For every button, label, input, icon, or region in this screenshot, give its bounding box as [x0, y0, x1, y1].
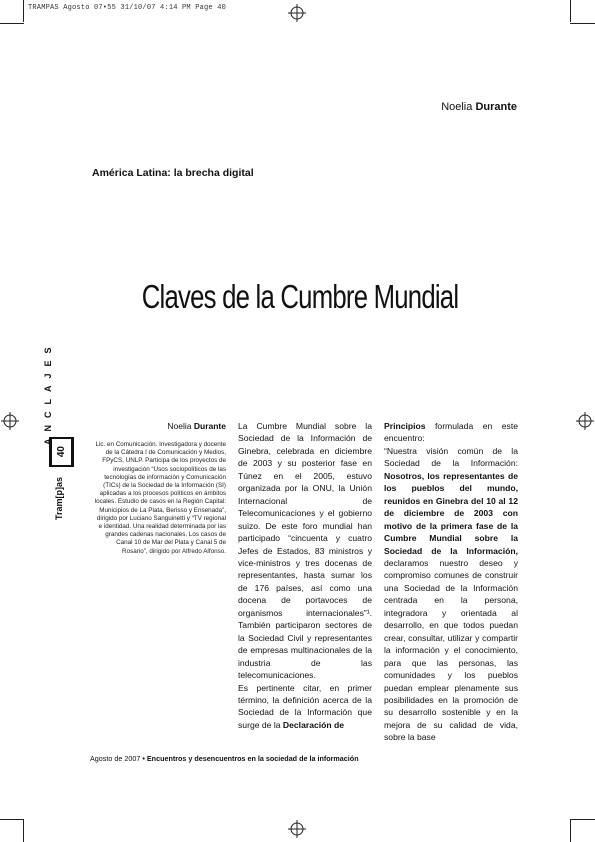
author-box	[92, 421, 226, 556]
quote-rest: declaramos nuestro deseo y compromiso comunes de construir una Sociedad de la Información centrada en la persona, integradora y orientada al desarrollo, en que todos puedan crear, consultar, utilizar y compartir la información y el conocimiento, para que las personas, las comunidades y los pueblos puedan emplear plenamente sus posibilidades en la promoción de su desarrollo sostenible y en la mejora de su calidad de vida, sobre la base	[384, 557, 518, 743]
crop-mark-bottom-left-h	[0, 819, 24, 820]
crop-mark-top-left-v	[23, 0, 24, 22]
registration-mark-bottom	[288, 820, 306, 838]
author-box-name	[92, 421, 226, 431]
article-title: Claves de la Cumbre Mundial	[141, 278, 459, 315]
page-footer	[90, 754, 359, 763]
quote-bold: Nosotros, los representantes de los pueblos del mundo, reunidos en Ginebra del 10 al 12 de diciembre de 2003 con motivo de la primera fase de la Cumbre Mundial sobre la Sociedad de la Información,	[384, 470, 518, 556]
crop-mark-bottom-right-h	[570, 819, 595, 820]
printer-slug: TRAMPAS Agosto 07•55 31/10/07 4:14 PM Page 40	[28, 4, 227, 12]
registration-mark-right	[576, 412, 594, 430]
paragraph-text: formulada en este encuentro:	[384, 421, 519, 444]
page-number: 40	[56, 446, 67, 458]
author-box-last: Durante	[193, 421, 226, 431]
paragraph-text: Es pertinente citar, en primer término, la definición acerca de la Sociedad de la Información que surge de la	[238, 682, 372, 730]
crop-mark-top-left-h	[0, 23, 24, 24]
crop-mark-top-right-v	[570, 0, 571, 22]
running-head-author-first: Noelia	[441, 101, 473, 113]
running-head-author-last: Durante	[475, 101, 517, 113]
footer-bullet: •	[142, 754, 145, 763]
crop-mark-bottom-right-v	[570, 820, 571, 842]
paragraph-bold: Declaración de	[282, 719, 345, 730]
footer-series: Encuentros y desencuentros en la sociedad de la información	[146, 754, 359, 763]
magazine-name: Tram[p]as	[54, 476, 64, 520]
crop-mark-top-right-h	[570, 23, 595, 24]
section-vertical-label: ANCLAJES	[43, 340, 53, 445]
footer-issue: Agosto de 2007	[90, 754, 141, 763]
author-box-first: Noelia	[167, 421, 192, 431]
registration-mark-top	[288, 4, 306, 22]
crop-mark-bottom-left-v	[23, 820, 24, 842]
body-column-2	[384, 420, 518, 744]
paragraph	[238, 682, 372, 732]
paragraph: La Cumbre Mundial sobre la Sociedad de la Información de Ginebra, celebrada en diciembre de 2003 y su posterior fase en Túnez en el 2005, estuvo organizada por la ONU, la Unión Internacional de Telecomunicaciones y el gobierno suizo. De este foro mundial han participado “cincuenta y cuatro Jefes de Estados, 83 ministros y vice-ministros y tres docenas de representantes, hasta sumar los de 176 países, así como una docena de portavoces de organismos internacionales”¹. También participaron sectores de la Sociedad Civil y representantes de empresas multinacionales de la industria de las telecomunicaciones.	[238, 421, 372, 681]
quote-text: “Nuestra visión común de la Sociedad de la Información:	[384, 445, 518, 469]
running-head-author	[441, 101, 517, 113]
paragraph-bold: Principios	[384, 421, 426, 431]
registration-mark-left	[1, 412, 19, 430]
quote-paragraph	[384, 445, 518, 744]
paragraph	[384, 420, 518, 445]
body-column-1	[238, 420, 372, 731]
author-bio: Lic. en Comunicación. Investigadora y docente de la Cátedra I de Comunicación y Medios, FPyCS, UNLP. Participa de los proyectos de investigación “Usos sociopolíticos de las tecnologías de información y Comunicación (TICs) de la Sociedad de la Información (SI) aplicadas a los procesos políticos en ámbitos locales. Estudio de casos en la Región Capital: Municipios de La Plata, Berisso y Ensenada”, dirigido por Luciano Sanguinetti y “TV regional e identidad. Una realidad determinada por las grandes cadenas nacionales. Los casos de Canal 10 de Mar del Plata y Canal 5 de Rosario”, dirigido por Alfredo Alfonso.	[94, 441, 226, 555]
section-title: América Latina: la brecha digital	[92, 167, 254, 179]
page-number-box	[49, 437, 74, 467]
